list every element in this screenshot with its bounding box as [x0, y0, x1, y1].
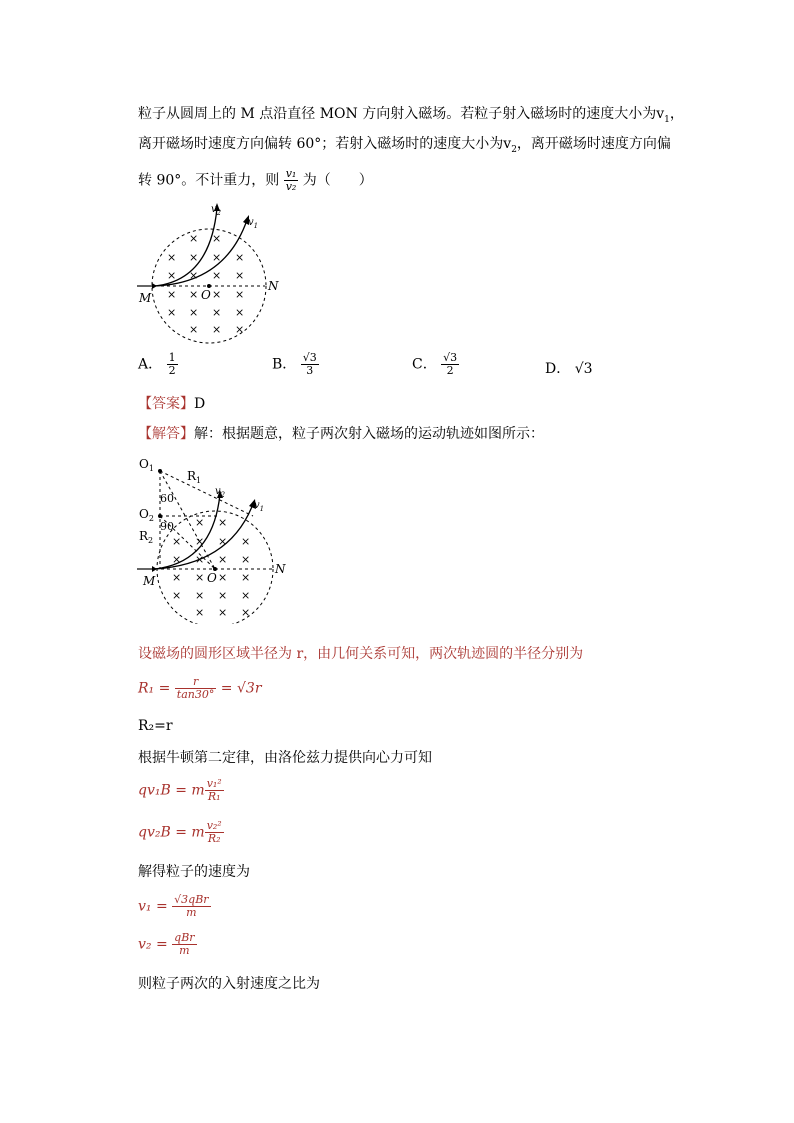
newton-statement: 根据牛顿第二定律，由洛伦兹力提供向心力可知 — [138, 750, 432, 766]
question-line-3 — [138, 168, 373, 193]
v1-lhs: v₁ = — [138, 898, 173, 915]
equation-v2 — [138, 932, 197, 957]
v1-fraction: $\frac{\text{√3qBr}}{m}$ — [174, 893, 209, 919]
svg-text:×: × — [195, 535, 205, 548]
svg-text:×: × — [241, 606, 251, 619]
option-c-label: C． — [412, 356, 437, 373]
trajectory-v2 — [155, 208, 217, 286]
radius-statement: 设磁场的圆形区域半径为 r，由几何关系可知，两次轨迹圆的半径分别为 — [138, 646, 584, 662]
fraction-denominator: v₂ — [285, 180, 297, 193]
svg-text:×: × — [167, 269, 177, 282]
svg-text:×: × — [218, 535, 228, 548]
label-n: N — [268, 279, 279, 293]
solution-label: 【解答】 — [138, 426, 194, 442]
svg-text:×: × — [195, 571, 205, 584]
r1-rhs: = √3r — [216, 680, 262, 697]
v1-symbol: v — [656, 106, 665, 122]
diameter-mon-text: MON — [319, 106, 358, 122]
svg-text:×: × — [189, 232, 199, 245]
question-text: 方向射入磁场。若粒子射入磁场时的速度大小为 — [362, 106, 657, 122]
svg-text:×: × — [235, 323, 245, 336]
option-b-fraction: $\frac{√3}{3}$ — [302, 351, 317, 377]
answer-value: D — [194, 396, 206, 412]
svg-text:×: × — [212, 306, 222, 319]
equation-v1 — [138, 894, 211, 919]
option-a[interactable] — [138, 352, 178, 377]
label-r2: $R_2$ — [139, 529, 154, 545]
svg-text:×: × — [172, 571, 182, 584]
label-o2: $O_2$ — [139, 507, 154, 523]
comma: ， — [669, 106, 684, 122]
label-v2: $v_2$ — [215, 486, 226, 499]
svg-text:×: × — [235, 306, 245, 319]
question-text: 为（ ） — [302, 172, 373, 189]
svg-text:×: × — [189, 288, 199, 301]
label-o: O — [207, 571, 217, 585]
svg-text:×: × — [235, 269, 245, 282]
equation-force-1 — [138, 778, 224, 803]
svg-text:×: × — [218, 516, 228, 529]
svg-text:×: × — [241, 589, 251, 602]
label-m: M — [143, 574, 156, 588]
svg-text:×: × — [218, 589, 228, 602]
svg-text:×: × — [218, 571, 228, 584]
solution-intro: 解：根据题意，粒子两次射入磁场的运动轨迹如图所示： — [194, 426, 544, 442]
option-a-fraction: $\frac{1}{2}$ — [168, 351, 176, 377]
solve-statement: 解得粒子的速度为 — [138, 864, 250, 880]
fraction-numerator: v₁ — [285, 167, 297, 180]
label-m: M — [139, 291, 152, 305]
label-90-degrees: 90 — [160, 520, 174, 533]
svg-text:×: × — [167, 251, 177, 264]
r1-lhs: R₁ = — [138, 680, 175, 697]
figure-1-magnetic-field — [135, 198, 285, 348]
question-text: ，离开磁场时速度方向偏 — [516, 136, 671, 152]
ratio-fraction — [284, 168, 299, 193]
svg-text:×: × — [235, 288, 245, 301]
svg-text:×: × — [195, 516, 205, 529]
svg-text:×: × — [212, 323, 222, 336]
svg-text:×: × — [195, 589, 205, 602]
svg-text:×: × — [212, 288, 222, 301]
option-d-value: √3 — [574, 361, 593, 377]
equation-r1 — [138, 676, 262, 701]
field-crosses — [172, 516, 250, 619]
v2-symbol: $v_2$ — [503, 136, 517, 155]
solution-intro-line — [138, 424, 544, 444]
svg-text:×: × — [172, 553, 182, 566]
equation-force-2 — [138, 820, 224, 845]
label-r1: $R_1$ — [187, 469, 202, 485]
question-text: 粒子从圆周上的 — [138, 106, 236, 122]
svg-text:×: × — [212, 232, 222, 245]
v1-subscript: 1 — [664, 114, 670, 125]
label-n: N — [275, 562, 286, 576]
v2-lhs: v₂ = — [138, 936, 173, 953]
question-text: 转 90°。不计重力，则 — [138, 172, 280, 189]
eq1-lhs: qv₁B = m — [138, 782, 205, 799]
question-line-1 — [138, 104, 684, 130]
svg-text:×: × — [195, 606, 205, 619]
svg-text:×: × — [167, 288, 177, 301]
label-o: O — [201, 288, 211, 302]
eq2-lhs: qv₂B = m — [138, 824, 205, 841]
svg-text:×: × — [167, 306, 177, 319]
svg-text:×: × — [235, 251, 245, 264]
svg-text:×: × — [172, 535, 182, 548]
option-b-label: B． — [272, 356, 297, 373]
svg-text:×: × — [189, 251, 199, 264]
label-60-degrees: 60 — [160, 492, 174, 505]
option-d-label: D． — [545, 361, 571, 377]
svg-text:×: × — [241, 571, 251, 584]
option-b[interactable] — [272, 352, 319, 377]
question-text: 离开磁场时速度方向偏转 60°；若射入磁场时的速度大小为 — [138, 136, 504, 152]
v2-fraction: $\frac{\text{qBr}}{m}$ — [174, 931, 195, 957]
svg-text:×: × — [195, 553, 205, 566]
svg-text:×: × — [241, 535, 251, 548]
question-text: 点沿直径 — [259, 106, 316, 122]
ratio-statement: 则粒子两次的入射速度之比为 — [138, 976, 320, 992]
eq1-fraction: $\frac{\text{v₁²}}{\text{R₁}}$ — [206, 777, 222, 803]
question-line-2 — [138, 134, 671, 160]
figure-2-trajectory-geometry — [135, 454, 290, 624]
svg-text:×: × — [189, 323, 199, 336]
answer-label: 【答案】 — [138, 396, 194, 412]
svg-text:×: × — [212, 251, 222, 264]
label-v2: $v_2$ — [211, 204, 222, 217]
r1-fraction: $\frac{r}{\tan 30^\circ}$ — [176, 675, 215, 701]
eq2-fraction: $\frac{\text{v₂²}}{\text{R₂}}$ — [206, 819, 222, 845]
svg-text:×: × — [212, 269, 222, 282]
equation-r2: R₂=r — [138, 718, 173, 734]
option-a-label: A． — [138, 356, 163, 373]
svg-text:×: × — [189, 306, 199, 319]
svg-text:×: × — [189, 269, 199, 282]
svg-text:×: × — [172, 589, 182, 602]
option-c-fraction: $\frac{√3}{2}$ — [443, 351, 458, 377]
label-o1: $O_1$ — [139, 457, 154, 473]
svg-text:×: × — [218, 606, 228, 619]
label-v1: $v_1$ — [254, 500, 265, 513]
label-v1: $v_1$ — [248, 217, 259, 230]
answer-line — [138, 394, 205, 414]
svg-text:×: × — [241, 553, 251, 566]
point-m-text: M — [240, 106, 255, 122]
option-d[interactable] — [545, 358, 593, 378]
svg-text:×: × — [218, 553, 228, 566]
option-c[interactable] — [412, 352, 459, 377]
